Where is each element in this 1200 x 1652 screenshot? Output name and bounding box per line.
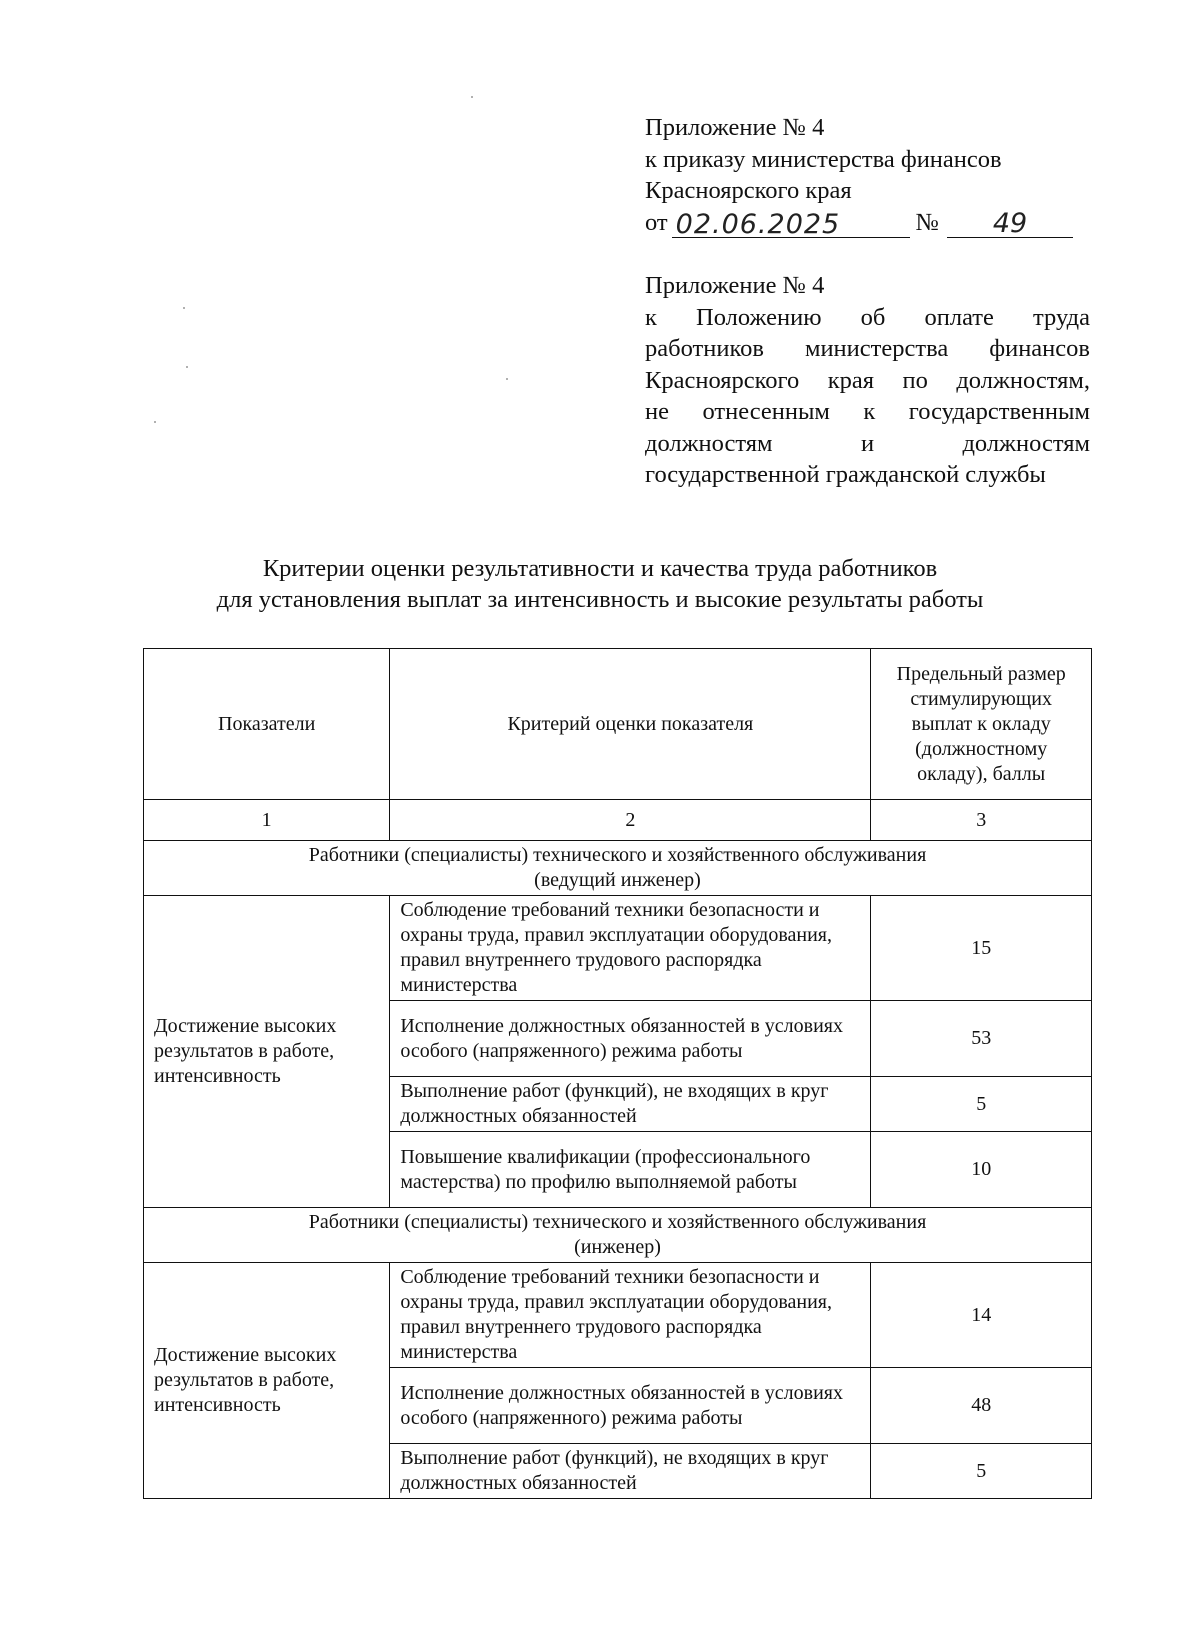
criteria-table <box>143 648 1092 1499</box>
header-indicator: Показатели <box>144 649 390 800</box>
appendix-regulation-line: не отнесенным к государственным <box>645 398 1090 425</box>
column-number: 3 <box>871 800 1092 841</box>
points-cell: 14 <box>871 1263 1092 1368</box>
order-date-handwritten: 02.06.2025 <box>672 210 910 238</box>
table-row <box>144 896 1092 1001</box>
appendix-regulation-line: к Положению об оплате труда <box>645 303 1090 331</box>
date-prefix: от <box>645 208 668 236</box>
table-row <box>144 1263 1092 1368</box>
points-cell: 5 <box>871 1444 1092 1499</box>
group-heading-line: Работники (специалисты) технического и хозяйственного обслуживания <box>308 1211 927 1233</box>
indicator-cell: Достижение высоких результатов в работе, интенсивность <box>144 1263 390 1499</box>
group-position: (инженер) <box>574 1236 661 1258</box>
column-number-row <box>144 800 1092 841</box>
scan-speck <box>154 421 156 423</box>
points-cell: 53 <box>871 1001 1092 1077</box>
criterion-cell: Исполнение должностных обязанностей в условиях особого (напряженного) режима работы <box>390 1001 871 1077</box>
points-cell: 5 <box>871 1077 1092 1132</box>
column-number: 1 <box>144 800 390 841</box>
criterion-cell: Выполнение работ (функций), не входящих в круг должностных обязанностей <box>390 1077 871 1132</box>
scan-speck <box>506 378 508 380</box>
header-limit: Предельный размер стимулирующих выплат к окладу (должностному окладу), баллы <box>871 649 1092 800</box>
column-number: 2 <box>390 800 871 841</box>
document-title-line-2: для установления выплат за интенсивность и высокие результаты работы <box>216 586 984 613</box>
points-cell: 48 <box>871 1368 1092 1444</box>
criterion-cell: Соблюдение требований техники безопасности и охраны труда, правил эксплуатации оборудования, правил внутреннего трудового распорядка министерства <box>390 1263 871 1368</box>
group-heading <box>144 841 1092 896</box>
appendix-regulation-line: Красноярского края по должностям, <box>645 366 1090 394</box>
points-cell: 15 <box>871 896 1092 1001</box>
order-date-line <box>645 207 1090 239</box>
appendix-order-block <box>645 112 1090 238</box>
table-header-row <box>144 649 1092 800</box>
document-title-line-1: Критерии оценки результативности и качества труда работников <box>262 555 938 582</box>
group-heading <box>144 1208 1092 1263</box>
points-cell: 10 <box>871 1132 1092 1208</box>
scan-speck <box>186 366 188 368</box>
header-criterion: Критерий оценки показателя <box>390 649 871 800</box>
group-position: (ведущий инженер) <box>534 869 701 891</box>
group-heading-row <box>144 841 1092 896</box>
appendix-order-title: Приложение № 4 <box>645 114 825 141</box>
criterion-cell: Повышение квалификации (профессионального мастерства) по профилю выполняемой работы <box>390 1132 871 1208</box>
document-title <box>150 553 1050 615</box>
appendix-regulation-title: Приложение № 4 <box>645 272 825 299</box>
appendix-order-ref: к приказу министерства финансов <box>645 145 1002 173</box>
scan-speck <box>471 96 473 98</box>
criterion-cell: Исполнение должностных обязанностей в условиях особого (напряженного) режима работы <box>390 1368 871 1444</box>
appendix-regulation-block <box>645 270 1090 491</box>
order-number-handwritten: 49 <box>947 209 1073 238</box>
appendix-order-region: Красноярского края <box>645 177 852 204</box>
indicator-cell: Достижение высоких результатов в работе, интенсивность <box>144 896 390 1208</box>
appendix-regulation-line: должностям и должностям <box>645 429 1090 457</box>
group-heading-row <box>144 1208 1092 1263</box>
criterion-cell: Соблюдение требований техники безопасности и охраны труда, правил эксплуатации оборудования, правил внутреннего трудового распорядка министерства <box>390 896 871 1001</box>
appendix-regulation-line: работников министерства финансов <box>645 335 1090 362</box>
scan-speck <box>183 307 185 309</box>
appendix-regulation-last-line: государственной гражданской службы <box>645 461 1046 488</box>
group-heading-line: Работники (специалисты) технического и хозяйственного обслуживания <box>308 844 927 866</box>
criterion-cell: Выполнение работ (функций), не входящих в круг должностных обязанностей <box>390 1444 871 1499</box>
number-prefix: № <box>915 208 940 236</box>
